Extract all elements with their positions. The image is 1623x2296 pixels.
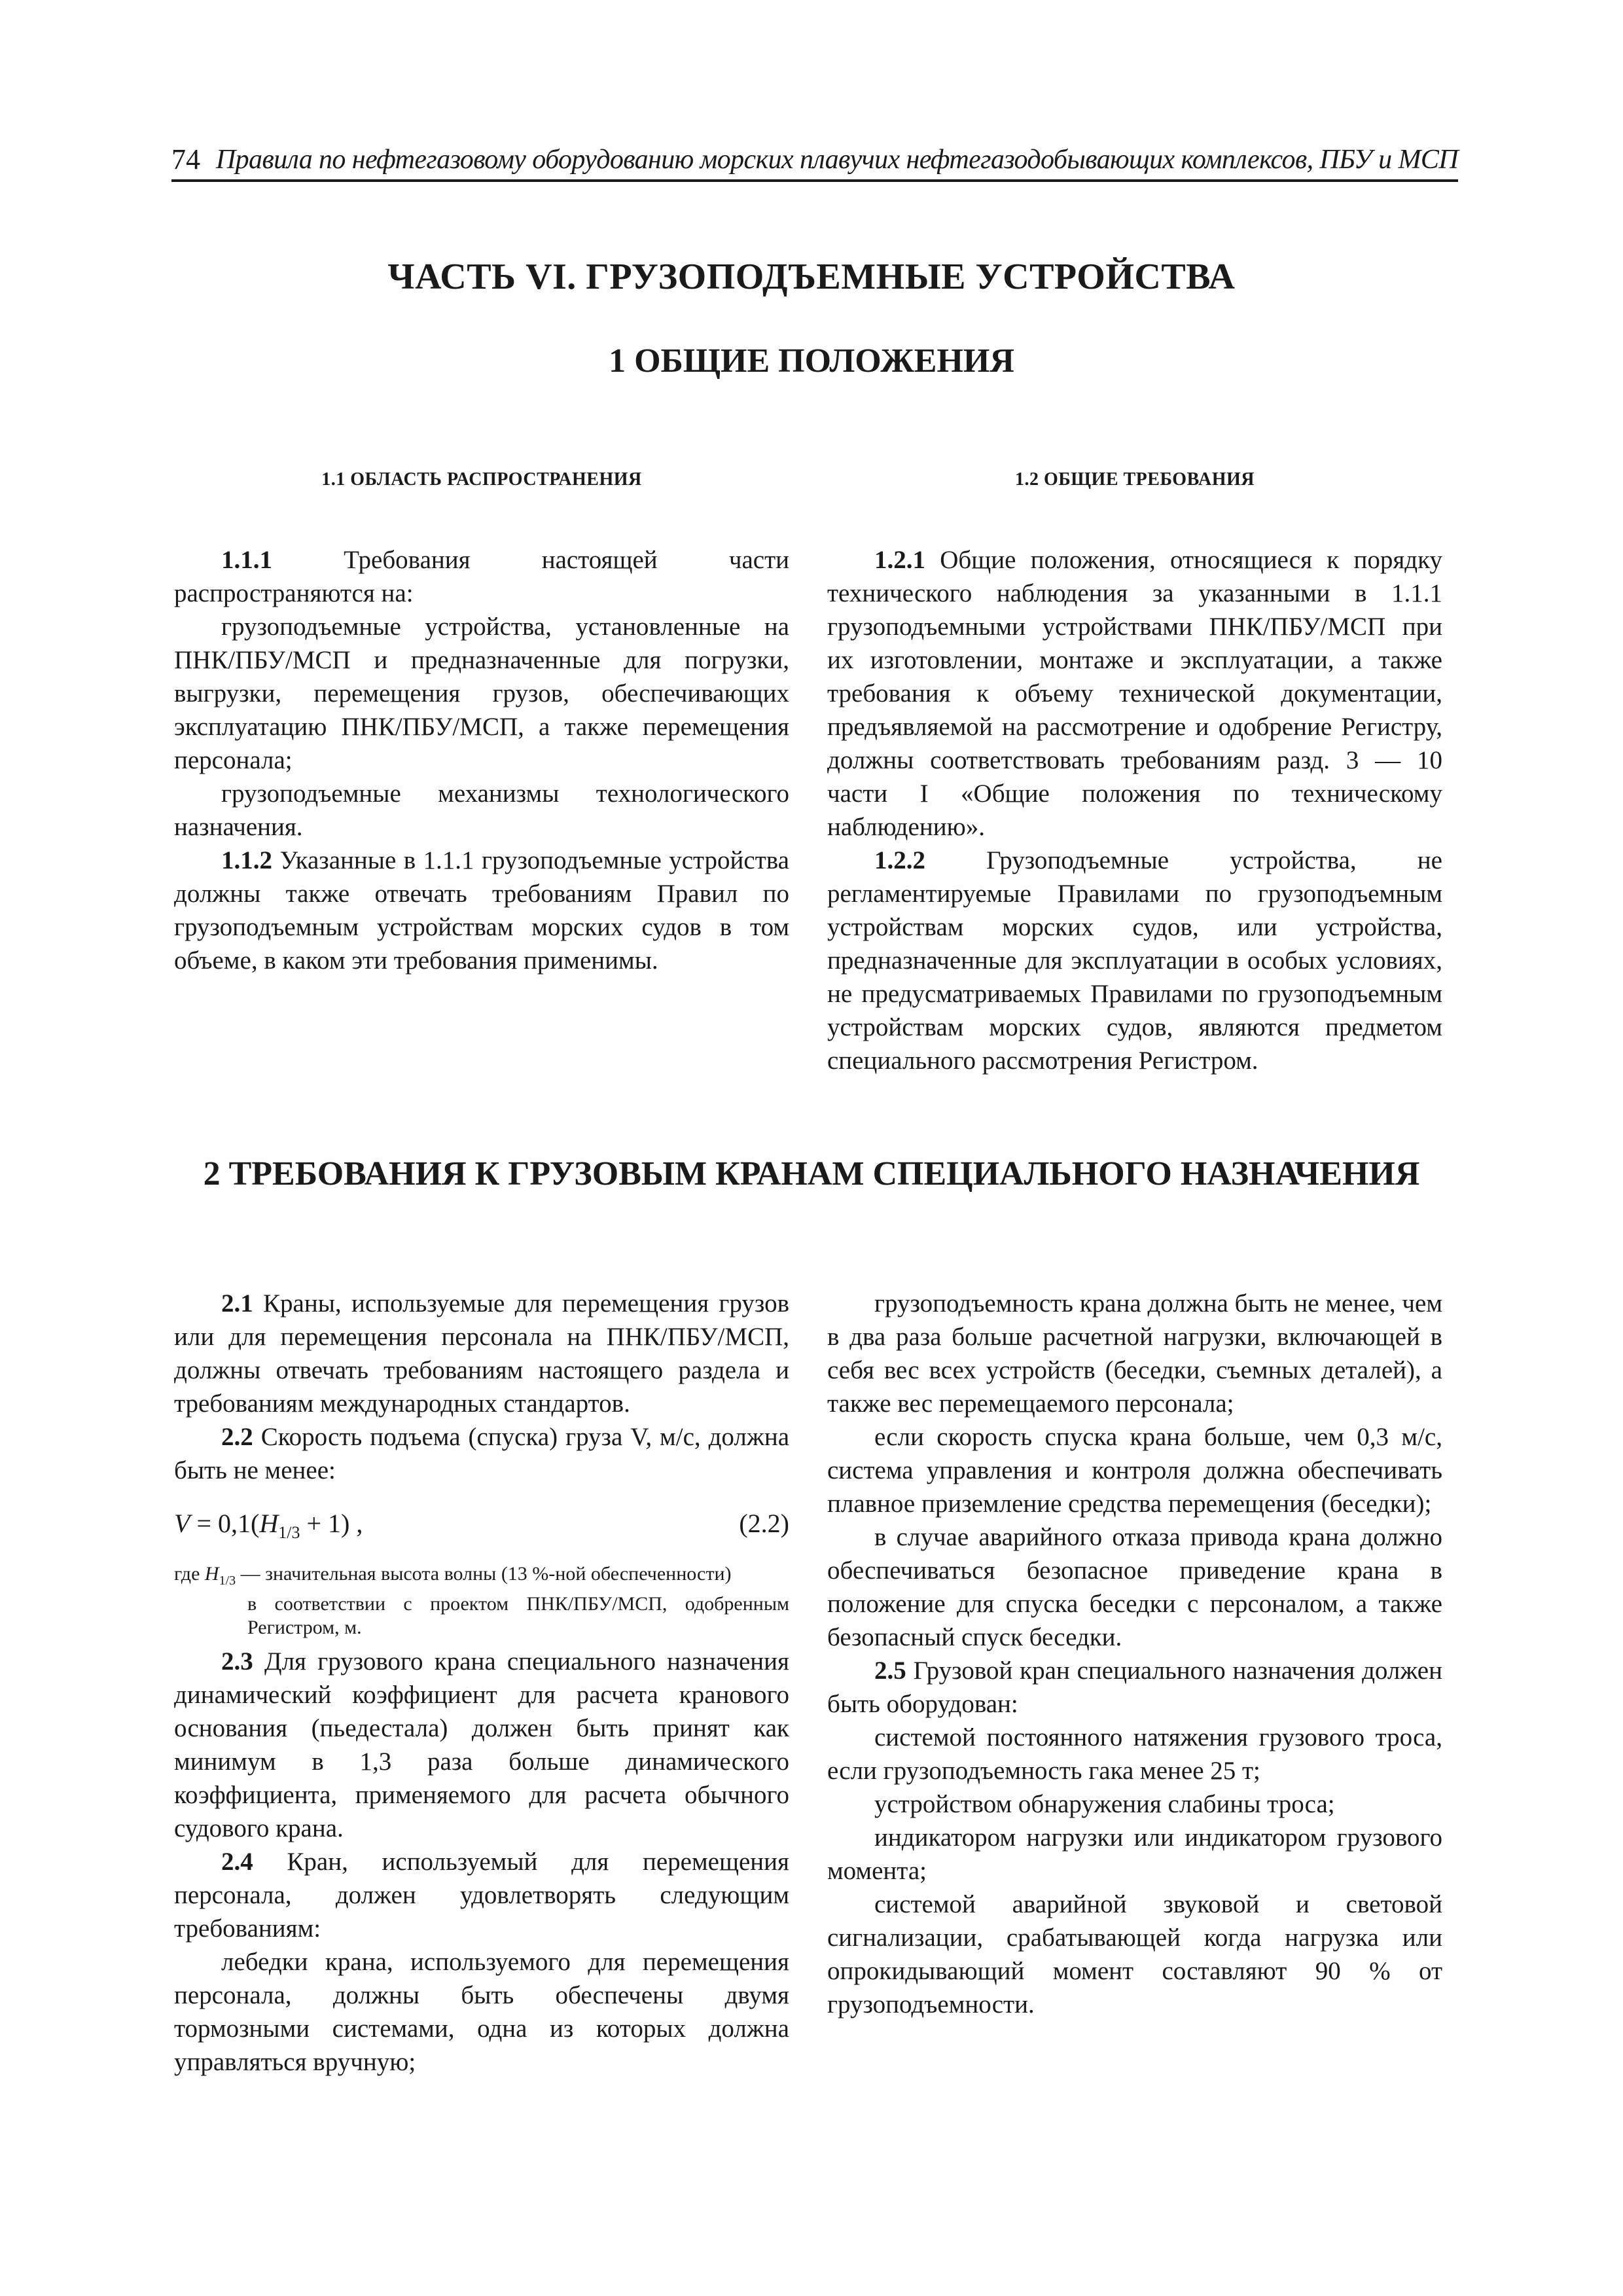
- paragraph: [174, 1845, 789, 1945]
- clause-number: 1.1.1: [221, 546, 272, 574]
- paragraph: [827, 1654, 1442, 1721]
- page-number: 74: [171, 143, 200, 175]
- paragraph-text: Требования настоящей части распространяются на:: [174, 546, 789, 607]
- paragraph: [827, 1287, 1442, 1420]
- clause-number: 2.2: [221, 1423, 253, 1451]
- paragraph-text: Грузоподъемные устройства, не регламентируемые Правилами по грузоподъемным устройствам морских судов, или устройства, предназначенные для эксплуатации в особых условиях, не предусматриваемых Правилами по грузоподъемным устройствам морских судов, являются предметом специального рассмотрения Регистром.: [827, 846, 1442, 1075]
- paragraph-text: системой постоянного натяжения грузового троса, если грузоподъемность гака менее 25 т;: [827, 1723, 1442, 1785]
- running-title: Правила по нефтегазовому оборудованию морских плавучих нефтегазодобывающих комплексов, ПБУ и МСП: [215, 145, 1458, 175]
- paragraph: [827, 1420, 1442, 1520]
- paragraph-text: Краны, используемые для перемещения грузов или для перемещения персонала на ПНК/ПБУ/МСП, должны отвечать требованиям настоящего раздела и требованиям международных стандартов.: [174, 1289, 789, 1418]
- subsection-1-1-heading: 1.1 ОБЛАСТЬ РАСПРОСТРАНЕНИЯ: [321, 469, 642, 490]
- paragraph: [827, 1821, 1442, 1888]
- paragraph-text: Грузовой кран специального назначения должен быть оборудован:: [827, 1657, 1442, 1718]
- paragraph: [827, 844, 1442, 1077]
- section-1-title: 1 ОБЩИЕ ПОЛОЖЕНИЯ: [609, 342, 1014, 380]
- paragraph: [827, 1787, 1442, 1821]
- paragraph: [174, 1420, 789, 1487]
- section-1-left-column: [174, 543, 789, 977]
- paragraph-text: Указанные в 1.1.1 грузоподъемные устройства должны также отвечать требованиям Правил по грузоподъемным устройствам морских судов в том объеме, в каком эти требования применимы.: [174, 846, 789, 975]
- paragraph-text: лебедки крана, используемого для перемещения персонала, должны быть обеспечены двумя тормозными системами, одна из которых должна управляться вручную;: [174, 1948, 789, 2076]
- paragraph-text: системой аварийной звуковой и световой сигнализации, срабатывающей когда нагрузка или опрокидывающий момент составляют 90 % от грузоподъемности.: [827, 1890, 1442, 2018]
- formula-legend: [174, 1562, 789, 1640]
- formula-2-2: [174, 1507, 789, 1540]
- formula-expression: $V = 0,1(H_{1/3} + 1)$ ,: [174, 1509, 363, 1542]
- equation-number: (2.2): [739, 1509, 789, 1538]
- section-2-left-column: [174, 1287, 789, 2079]
- paragraph: [827, 1721, 1442, 1787]
- paragraph: [827, 1888, 1442, 2021]
- paragraph: [827, 543, 1442, 844]
- legend-line: в соответствии с проектом ПНК/ПБУ/МСП, одобренным Регистром, м.: [247, 1593, 789, 1638]
- clause-number: 2.3: [221, 1647, 253, 1676]
- legend-line: где $H_{1/3}$ — значительная высота волны (13 %-ной обеспеченности): [174, 1563, 732, 1588]
- clause-number: 1.1.2: [221, 846, 272, 874]
- paragraph: [174, 1287, 789, 1420]
- paragraph: [174, 1945, 789, 2079]
- paragraph-text: грузоподъемные устройства, установленные на ПНК/ПБУ/МСП и предназначенные для погрузки, выгрузки, перемещения грузов, обеспечивающих эксплуатацию ПНК/ПБУ/МСП, а также перемещения персонала;: [174, 613, 789, 774]
- subsection-1-2-heading: 1.2 ОБЩИЕ ТРЕБОВАНИЯ: [1015, 469, 1255, 490]
- page-header: [171, 143, 1458, 182]
- paragraph-text: если скорость спуска крана больше, чем 0,3 м/с, система управления и контроля должна обеспечивать плавное приземление средства перемещения (беседки);: [827, 1423, 1442, 1518]
- clause-number: 2.1: [221, 1289, 253, 1318]
- clause-number: 2.4: [221, 1848, 253, 1876]
- paragraph: [174, 844, 789, 977]
- paragraph: [827, 1520, 1442, 1654]
- section-2-right-column: [827, 1287, 1442, 2021]
- paragraph-text: Для грузового крана специального назначения динамический коэффициент для расчета кранового основания (пьедестала) должен быть принят как минимум в 1,3 раза больше динамического коэффициента, применяемого для расчета обычного судового крана.: [174, 1647, 789, 1842]
- paragraph-text: в случае аварийного отказа привода крана должно обеспечиваться безопасное приведение крана в положение для спуска беседки с персоналом, а также безопасный спуск беседки.: [827, 1523, 1442, 1651]
- paragraph-text: грузоподъемные механизмы технологического назначения.: [174, 780, 789, 841]
- paragraph: [174, 1645, 789, 1845]
- clause-number: 2.5: [874, 1657, 906, 1685]
- paragraph-text: индикатором нагрузки или индикатором грузового момента;: [827, 1823, 1442, 1885]
- paragraph-text: грузоподъемность крана должна быть не менее, чем в два раза больше расчетной нагрузки, включающей в себя вес всех устройств (беседки, съемных деталей), а также вес перемещаемого персонала;: [827, 1289, 1442, 1418]
- paragraph: [174, 610, 789, 777]
- section-2-title: 2 ТРЕБОВАНИЯ К ГРУЗОВЫМ КРАНАМ СПЕЦИАЛЬНОГО НАЗНАЧЕНИЯ: [203, 1155, 1420, 1193]
- paragraph-text: устройством обнаружения слабины троса;: [874, 1790, 1335, 1818]
- paragraph-text: Кран, используемый для перемещения персонала, должен удовлетворять следующим требованиям:: [174, 1848, 789, 1943]
- clause-number: 1.2.2: [874, 846, 925, 874]
- part-title: ЧАСТЬ VI. ГРУЗОПОДЪЕМНЫЕ УСТРОЙСТВА: [387, 257, 1236, 297]
- clause-number: 1.2.1: [874, 546, 925, 574]
- paragraph-text: Скорость подъема (спуска) груза V, м/с, должна быть не менее:: [174, 1423, 789, 1484]
- paragraph: [174, 543, 789, 610]
- paragraph: [174, 777, 789, 844]
- paragraph-text: Общие положения, относящиеся к порядку технического наблюдения за указанными в 1.1.1 грузоподъемными устройствами ПНК/ПБУ/МСП при их изготовлении, монтаже и эксплуатации, а также требования к объему технической документации, предъявляемой на рассмотрение и одобрение Регистру, должны соответствовать требованиям разд. 3 — 10 части I «Общие положения по техническому наблюдению».: [827, 546, 1442, 841]
- section-1-right-column: [827, 543, 1442, 1077]
